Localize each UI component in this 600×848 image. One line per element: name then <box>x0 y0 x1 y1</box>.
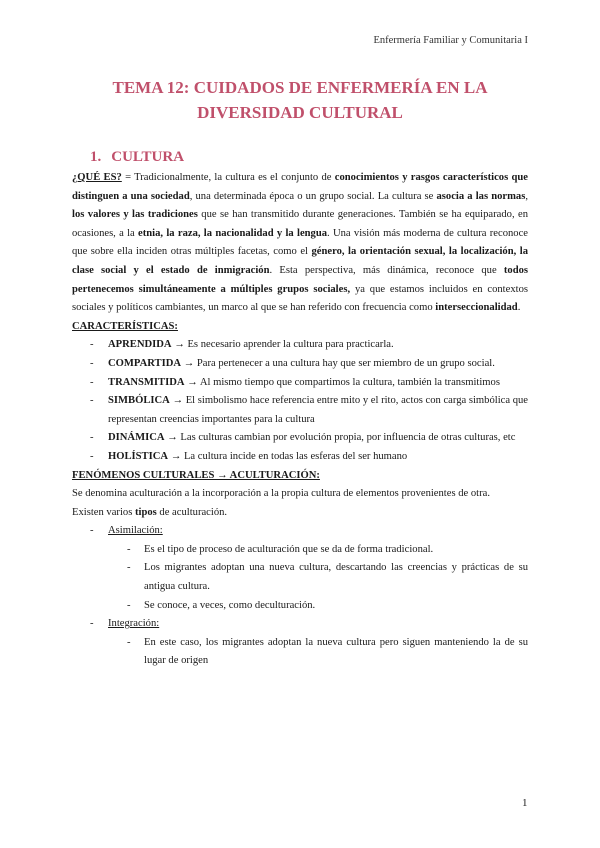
phenomena-paragraph <box>72 485 528 504</box>
intro-text: . <box>517 302 521 314</box>
item-text: → El simbolismo hace referencia entre mito y el rito, actos con carga simbólica que representan creencias importantes para la cultura <box>108 395 528 425</box>
list-dash: - <box>90 376 94 388</box>
intro-bold: todos pertenecemos simultáneamente a múltiples grupos sociales, <box>72 264 529 295</box>
intro-paragraph <box>72 169 528 318</box>
item-text: → Es necesario aprender la cultura para practicarla. <box>171 339 394 351</box>
intro-bold: asocia a las normas <box>436 190 526 202</box>
title-line-1: TEMA 12: CUIDADOS DE ENFERMERÍA EN LA <box>112 78 488 97</box>
characteristics-heading <box>72 318 528 337</box>
item-text: → La cultura incide en todas las esferas del ser humano <box>168 450 408 462</box>
item-text: → Para pertenecer a una cultura hay que ser miembro de un grupo social. <box>181 357 495 369</box>
phenomena-paragraph <box>72 504 528 523</box>
intro-text: = Tradicionalmente, la cultura es el conjunto de <box>121 172 335 183</box>
intro-bold: los valores y las tradiciones <box>72 209 198 221</box>
sub-list-item <box>72 597 528 616</box>
intro-text: ya que estamos incluidos en contextos sociales y políticos cambiantes, un marco al que se han referido con frecuencia como <box>72 283 528 314</box>
phenomena-text: de aculturación. <box>156 506 228 518</box>
item-term: SIMBÓLICA <box>108 395 170 407</box>
list-dash: - <box>90 618 94 630</box>
sub-item-text: En este caso, los migrantes adoptan la nueva cultura pero siguen manteniendo la de su lugar de origen <box>144 636 528 667</box>
list-item <box>72 374 528 393</box>
phenomena-bold: tipos <box>134 506 157 518</box>
list-item <box>72 448 528 467</box>
type-item <box>72 615 528 634</box>
intro-question: ¿QUÉ ES? <box>72 172 122 183</box>
list-dash: - <box>90 525 94 537</box>
item-text: → Al mismo tiempo que compartimos la cultura, también la transmitimos <box>184 376 500 388</box>
page-number: 1 <box>522 797 528 809</box>
list-dash: - <box>90 357 94 369</box>
list-dash: - <box>90 432 94 444</box>
list-dash: - <box>90 339 94 351</box>
phenomena-text: Existen varios <box>72 506 135 518</box>
list-dash: - <box>90 395 94 407</box>
list-dash: - <box>127 562 131 574</box>
type-item <box>72 522 528 541</box>
section-title: CULTURA <box>111 149 185 165</box>
list-dash: - <box>90 450 94 462</box>
list-dash: - <box>127 636 131 648</box>
running-header: Enfermería Familiar y Comunitaria I <box>373 35 528 46</box>
list-item <box>72 392 528 429</box>
item-term: COMPARTIDA <box>108 357 181 369</box>
intro-bold: género, la orientación sexual, la localización, la clase social y el estado de inmigración <box>72 246 528 276</box>
sub-list-item <box>72 559 528 596</box>
document-body <box>72 169 528 671</box>
list-item <box>72 429 528 448</box>
intro-text: . Esta perspectiva, más dinámica, reconoce que <box>269 264 504 276</box>
intro-bold: interseccionalidad <box>435 302 518 314</box>
section-heading <box>90 149 184 166</box>
item-term: TRANSMITIDA <box>108 376 185 388</box>
list-item <box>72 355 528 374</box>
sub-item-text: Los migrantes adoptan una nueva cultura, descartando las creencias y prácticas de su antigua cultura. <box>144 562 528 593</box>
type-label: Asimilación: <box>108 525 163 537</box>
intro-text: , <box>525 190 528 202</box>
intro-text: . Una visión más moderna de cultura reconoce que sobre ella inciden otras múltiples facetas, como el <box>72 227 528 258</box>
phenomena-heading-text: FENÓMENOS CULTURALES → ACULTURACIÓN: <box>72 469 320 481</box>
list-dash: - <box>127 543 131 555</box>
item-term: APRENDIDA <box>108 339 172 351</box>
sub-item-text: Se conoce, a veces, como deculturación. <box>144 599 316 611</box>
characteristics-heading-text: CARACTERÍSTICAS: <box>72 320 178 332</box>
sub-list-item <box>72 541 528 560</box>
intro-text: que se han transmitido durante generaciones. También se ha equiparado, en ocasiones, a la <box>72 209 528 239</box>
intro-bold: etnia, la raza, la nacionalidad y la lengua <box>138 227 328 239</box>
characteristics-list <box>72 336 528 466</box>
intro-bold: conocimientos y rasgos característicos que distinguen a una sociedad <box>72 172 528 202</box>
page-title <box>70 75 530 125</box>
item-term: HOLÍSTICA <box>108 450 169 462</box>
type-label: Integración: <box>108 618 160 630</box>
list-item <box>72 336 528 355</box>
phenomena-heading <box>72 467 528 486</box>
item-term: DINÁMICA <box>108 432 165 444</box>
intro-text: , una determinada época o un grupo social. La cultura se <box>189 190 437 202</box>
section-number: 1. <box>90 149 102 165</box>
item-text: → Las culturas cambian por evolución propia, por influencia de otras culturas, etc <box>164 432 516 444</box>
sub-list-item <box>72 634 528 671</box>
sub-item-text: Es el tipo de proceso de aculturación que se da de forma tradicional. <box>144 543 434 555</box>
list-dash: - <box>127 599 131 611</box>
phenomena-text: Se denomina aculturación a la incorporación a la propia cultura de elementos provenientes de otra. <box>72 488 490 500</box>
title-line-2: DIVERSIDAD CULTURAL <box>197 103 403 122</box>
